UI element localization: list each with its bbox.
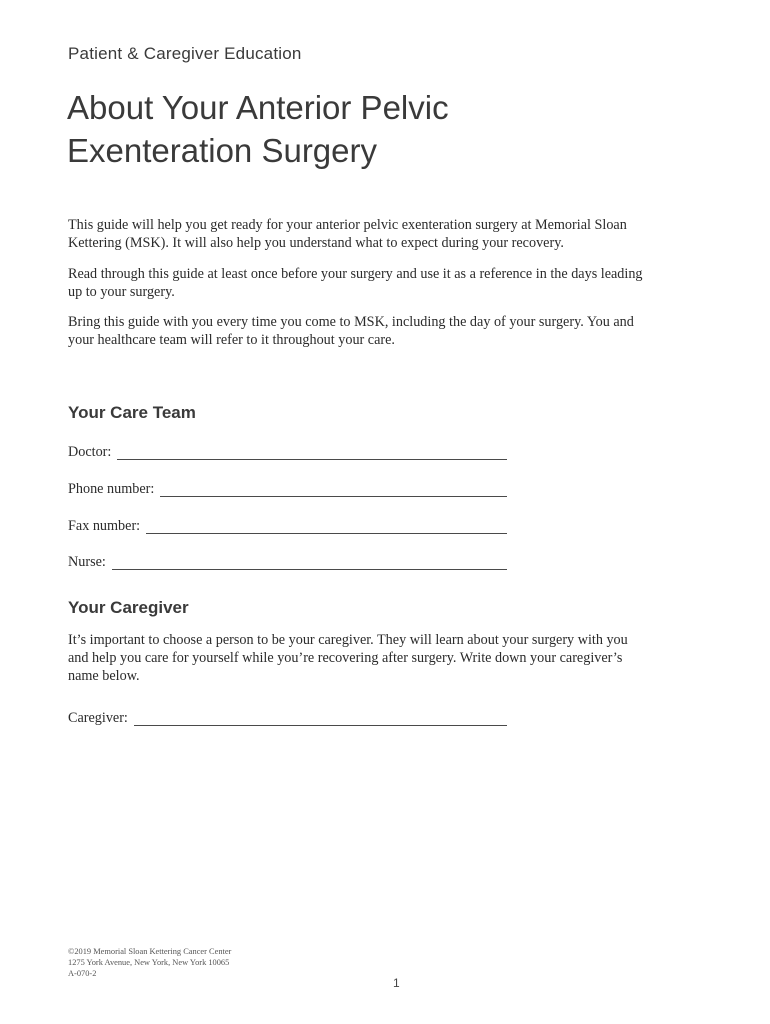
caregiver-paragraph: [68, 631, 708, 685]
doctor-field-line[interactable]: [117, 445, 507, 460]
doctor-field-label: Doctor:: [68, 444, 112, 460]
paragraph-line: name below.: [68, 668, 140, 684]
paragraph-line: Kettering (MSK). It will also help you understand what to expect during your recovery.: [68, 235, 564, 251]
address-line: 1275 York Avenue, New York, New York 10065: [68, 958, 230, 967]
intro-paragraph: [68, 216, 708, 252]
copyright-line: ©2019 Memorial Sloan Kettering Cancer Center: [68, 947, 232, 956]
paragraph-line: This guide will help you get ready for your anterior pelvic exenteration surgery at Memorial Sloan: [68, 217, 627, 233]
document-title-line: About Your Anterior Pelvic: [67, 89, 449, 126]
nurse-field-line[interactable]: [112, 555, 507, 570]
fax-number-field-label: Fax number:: [68, 518, 141, 534]
care-team-heading: Your Care Team: [68, 403, 196, 422]
intro-paragraph: [68, 313, 708, 349]
nurse-field-label: Nurse:: [68, 554, 106, 570]
caregiver-field-line[interactable]: [134, 711, 507, 726]
intro-paragraph: [68, 265, 708, 301]
phone-number-field-label: Phone number:: [68, 481, 155, 497]
document-code: A-070-2: [68, 969, 97, 978]
phone-number-field-line[interactable]: [160, 482, 507, 497]
document-title-line: Exenteration Surgery: [67, 132, 378, 169]
paragraph-line: It’s important to choose a person to be your caregiver. They will learn about your surgery with you: [68, 632, 628, 648]
paragraph-line: up to your surgery.: [68, 284, 175, 300]
paragraph-line: Bring this guide with you every time you come to MSK, including the day of your surgery. You and: [68, 314, 634, 330]
doctor-field[interactable]: [68, 440, 507, 460]
caregiver-field[interactable]: [68, 706, 507, 726]
fax-number-field[interactable]: [68, 514, 507, 534]
copyright-footer: [68, 946, 231, 979]
paragraph-line: and help you care for yourself while you’re recovering after surgery. Write down your caregiver’s: [68, 650, 623, 666]
caregiver-field-label: Caregiver:: [68, 710, 128, 726]
caregiver-heading: Your Caregiver: [68, 598, 189, 617]
document-title: [67, 86, 707, 172]
phone-number-field[interactable]: [68, 477, 507, 497]
paragraph-line: Read through this guide at least once before your surgery and use it as a reference in the days leading: [68, 266, 643, 282]
fax-number-field-line[interactable]: [146, 519, 507, 534]
paragraph-line: your healthcare team will refer to it throughout your care.: [68, 332, 395, 348]
nurse-field[interactable]: [68, 550, 507, 570]
document-kicker: Patient & Caregiver Education: [68, 44, 302, 63]
page-number: 1: [393, 976, 400, 990]
